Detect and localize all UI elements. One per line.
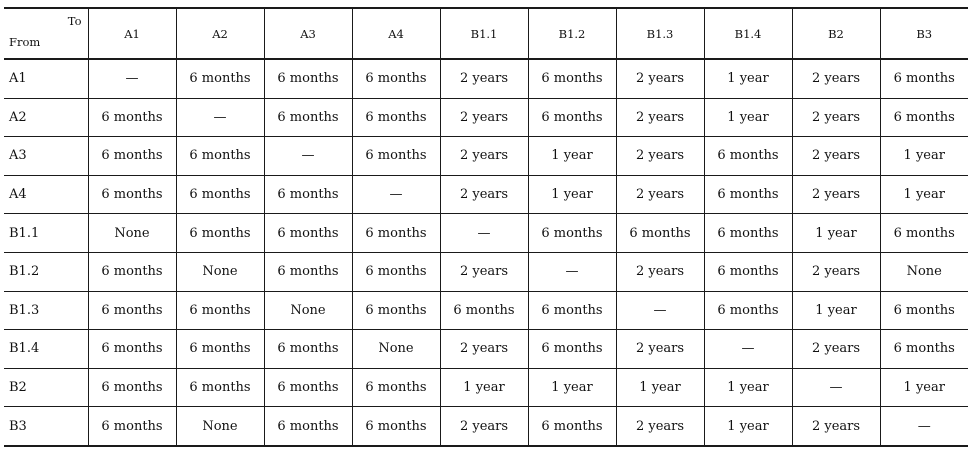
column-header: A4 xyxy=(352,8,440,59)
table-cell: 2 years xyxy=(792,137,880,176)
table-cell: 1 year xyxy=(440,368,528,407)
table-cell: 6 months xyxy=(264,252,352,291)
header-row xyxy=(4,8,968,59)
table-cell: 2 years xyxy=(792,407,880,446)
table-cell: 2 years xyxy=(792,330,880,369)
table-cell: 2 years xyxy=(616,59,704,98)
table-cell: — xyxy=(704,330,792,369)
table-cell: 6 months xyxy=(88,330,176,369)
table-cell: 6 months xyxy=(880,59,968,98)
table-cell: 6 months xyxy=(352,407,440,446)
table-cell: — xyxy=(264,137,352,176)
table-cell: 6 months xyxy=(352,59,440,98)
table-cell: 6 months xyxy=(176,368,264,407)
row-header: B1.3 xyxy=(4,291,88,330)
table-cell: — xyxy=(176,98,264,137)
column-header: A2 xyxy=(176,8,264,59)
table-cell: 1 year xyxy=(880,137,968,176)
table-cell: None xyxy=(880,252,968,291)
table-row xyxy=(4,59,968,98)
table-cell: 6 months xyxy=(176,59,264,98)
table-cell: 1 year xyxy=(704,368,792,407)
table-cell: 1 year xyxy=(704,59,792,98)
table-body xyxy=(4,59,968,446)
column-header: B1.3 xyxy=(616,8,704,59)
table-cell: 2 years xyxy=(440,98,528,137)
table-cell: 6 months xyxy=(88,291,176,330)
table-cell: 6 months xyxy=(704,291,792,330)
table-cell: 1 year xyxy=(704,98,792,137)
table-cell: — xyxy=(792,368,880,407)
table-cell: 6 months xyxy=(88,407,176,446)
table-cell: 6 months xyxy=(880,98,968,137)
table-cell: 6 months xyxy=(352,214,440,253)
table-cell: 6 months xyxy=(528,291,616,330)
table-cell: 6 months xyxy=(88,137,176,176)
row-header: B1.4 xyxy=(4,330,88,369)
table-cell: 6 months xyxy=(528,59,616,98)
table-cell: 2 years xyxy=(440,59,528,98)
table-cell: 2 years xyxy=(616,175,704,214)
table-cell: 1 year xyxy=(528,137,616,176)
table-row xyxy=(4,137,968,176)
table-cell: — xyxy=(440,214,528,253)
table-cell: 2 years xyxy=(616,137,704,176)
table-row xyxy=(4,214,968,253)
table-cell: 2 years xyxy=(616,407,704,446)
table-cell: None xyxy=(176,407,264,446)
table-cell: 2 years xyxy=(616,330,704,369)
row-header: B2 xyxy=(4,368,88,407)
table-cell: 2 years xyxy=(616,98,704,137)
to-label: To xyxy=(67,14,82,28)
table-cell: 6 months xyxy=(176,291,264,330)
table-cell: 6 months xyxy=(264,59,352,98)
table-cell: 6 months xyxy=(704,252,792,291)
column-header: B2 xyxy=(792,8,880,59)
table-row xyxy=(4,252,968,291)
table-cell: 1 year xyxy=(528,175,616,214)
row-header: B1.1 xyxy=(4,214,88,253)
column-header: B1.2 xyxy=(528,8,616,59)
table-cell: 1 year xyxy=(880,368,968,407)
table-cell: 2 years xyxy=(440,137,528,176)
table-cell: 6 months xyxy=(264,330,352,369)
table-cell: 2 years xyxy=(440,252,528,291)
row-header: A2 xyxy=(4,98,88,137)
table-cell: — xyxy=(616,291,704,330)
table-cell: 6 months xyxy=(264,98,352,137)
table-cell: 6 months xyxy=(616,214,704,253)
column-header: A3 xyxy=(264,8,352,59)
table-cell: 6 months xyxy=(352,98,440,137)
table-row xyxy=(4,175,968,214)
table-cell: 1 year xyxy=(616,368,704,407)
table-cell: 2 years xyxy=(616,252,704,291)
corner-header-cell xyxy=(4,8,88,59)
table-cell: — xyxy=(880,407,968,446)
table-cell: 6 months xyxy=(880,330,968,369)
table-cell: 6 months xyxy=(528,407,616,446)
table-cell: 2 years xyxy=(440,330,528,369)
table-cell: None xyxy=(352,330,440,369)
table-cell: — xyxy=(352,175,440,214)
table-cell: 1 year xyxy=(880,175,968,214)
table-cell: 6 months xyxy=(704,175,792,214)
table-cell: 6 months xyxy=(352,252,440,291)
table-cell: 6 months xyxy=(88,252,176,291)
table-cell: 2 years xyxy=(440,407,528,446)
table-cell: 6 months xyxy=(264,214,352,253)
table-row xyxy=(4,330,968,369)
table-cell: 1 year xyxy=(528,368,616,407)
table-cell: — xyxy=(528,252,616,291)
table-cell: 6 months xyxy=(704,214,792,253)
column-header: A1 xyxy=(88,8,176,59)
table-cell: 6 months xyxy=(528,98,616,137)
table-cell: 6 months xyxy=(176,175,264,214)
table-cell: 6 months xyxy=(352,368,440,407)
table-cell: 6 months xyxy=(88,98,176,137)
table-cell: 6 months xyxy=(528,330,616,369)
column-header: B1.1 xyxy=(440,8,528,59)
column-header: B3 xyxy=(880,8,968,59)
table-cell: 2 years xyxy=(792,175,880,214)
table-cell: 2 years xyxy=(792,252,880,291)
table-cell: 6 months xyxy=(528,214,616,253)
table-cell: 6 months xyxy=(352,137,440,176)
table-cell: None xyxy=(264,291,352,330)
transition-table xyxy=(4,7,968,447)
table-cell: 6 months xyxy=(264,175,352,214)
table-cell: — xyxy=(88,59,176,98)
table-cell: 2 years xyxy=(792,59,880,98)
table-cell: 6 months xyxy=(704,137,792,176)
table-cell: 6 months xyxy=(264,407,352,446)
row-header: A4 xyxy=(4,175,88,214)
table-cell: 6 months xyxy=(176,330,264,369)
table-cell: 2 years xyxy=(440,175,528,214)
table-cell: None xyxy=(88,214,176,253)
table-cell: 1 year xyxy=(704,407,792,446)
table-cell: 6 months xyxy=(880,214,968,253)
table-cell: None xyxy=(176,252,264,291)
table-cell: 1 year xyxy=(792,291,880,330)
table-cell: 2 years xyxy=(792,98,880,137)
table-cell: 6 months xyxy=(176,137,264,176)
table-cell: 6 months xyxy=(176,214,264,253)
row-header: A3 xyxy=(4,137,88,176)
table-cell: 6 months xyxy=(88,368,176,407)
table-row xyxy=(4,407,968,446)
table-row xyxy=(4,368,968,407)
table-cell: 6 months xyxy=(264,368,352,407)
table-row xyxy=(4,98,968,137)
table-cell: 6 months xyxy=(880,291,968,330)
table-cell: 1 year xyxy=(792,214,880,253)
column-header: B1.4 xyxy=(704,8,792,59)
row-header: A1 xyxy=(4,59,88,98)
row-header: B3 xyxy=(4,407,88,446)
table-cell: 6 months xyxy=(352,291,440,330)
table-cell: 6 months xyxy=(88,175,176,214)
table-row xyxy=(4,291,968,330)
row-header: B1.2 xyxy=(4,252,88,291)
table-cell: 6 months xyxy=(440,291,528,330)
from-label: From xyxy=(9,35,41,49)
